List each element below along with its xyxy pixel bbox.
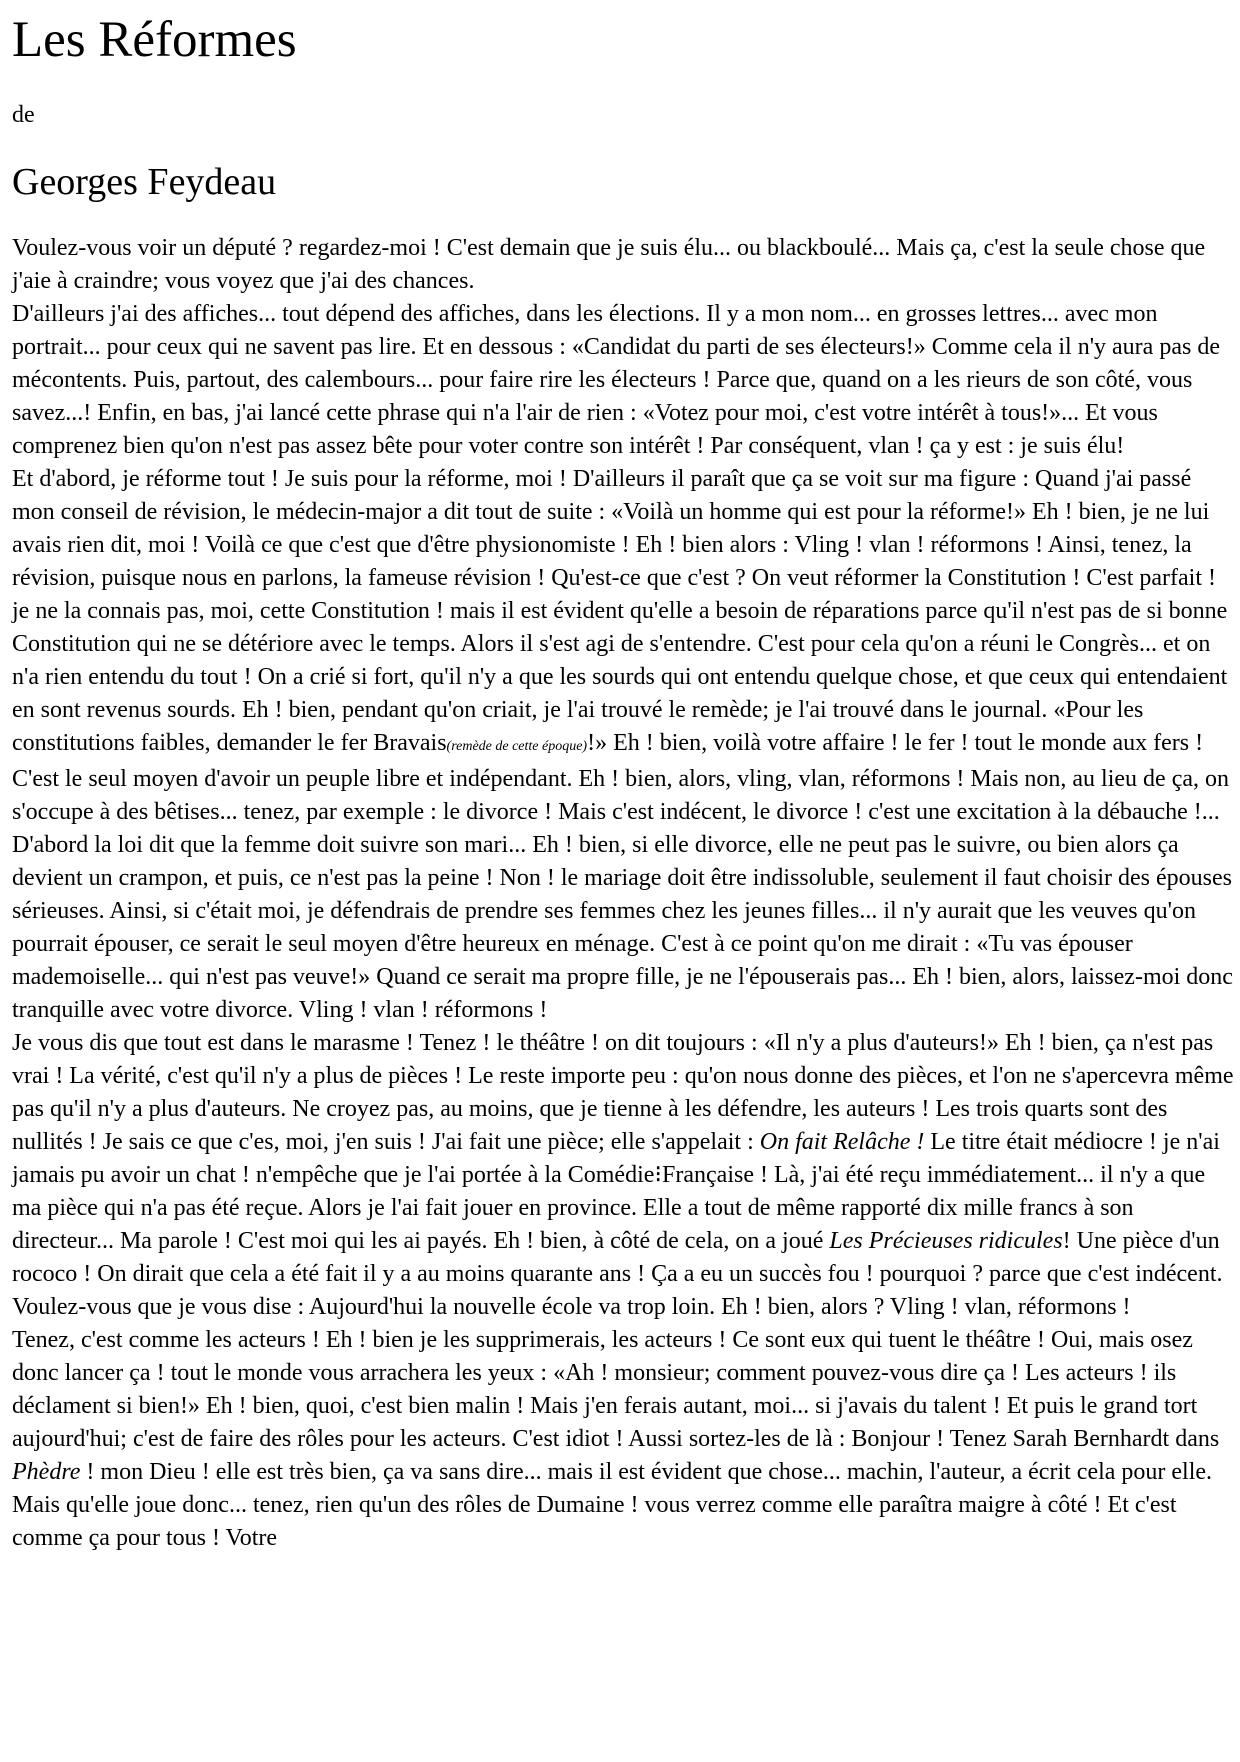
paragraph-text: Je vous dis que tout est dans le marasme ! Tenez ! le théâtre ! on dit toujours : «Il n'y a plus d'auteurs!» Eh ! bien, ça n'est pas vrai ! La vérité, c'est qu'il n'y a plus de pièces ! Le reste importe peu : qu'on nous donne des pièces, et l'on ne s'apercevra même pas qu'il n'y a plus d'auteurs. Ne croyez pas, au moins, que je tienne à les défendre, les auteurs ! Les trois quarts sont des nullités ! Je sais ce que c'es, moi, j'en suis ! J'ai fait une pièce; elle s'appelait :	[12, 1030, 1234, 1155]
paragraph	[12, 1324, 1234, 1555]
footnote-remark: (remède de cette époque)	[446, 739, 588, 754]
paragraph-text: !» Eh ! bien, voilà votre affaire ! le fer ! tout le monde aux fers ! C'est le seul moyen d'avoir un peuple libre et indépendant. Eh ! bien, alors, vling, vlan, réformons ! Mais non, au lieu de ça, on s'occupe à des bêtises... tenez, par exemple : le divorce ! Mais c'est indécent, le divorce ! c'est une excitation à la débauche !... D'abord la loi dit que la femme doit suivre son mari... Eh ! bien, si elle divorce, elle ne peut pas le suivre, ou bien alors ça devient un crampon, et puis, ce n'est pas la peine ! Non ! le mariage doit être indissoluble, seulement il faut choisir des épouses sérieuses. Ainsi, si c'était moi, je défendrais de prendre ses femmes chez les jeunes filles... il n'y aurait que les veuves qu'on pourrait épouser, ce serait le seul moyen d'être heureux en ménage. C'est à ce point qu'on me dirait : «Tu vas épouser mademoiselle... qui n'est pas veuve!» Quand ce serait ma propre fille, je ne l'épouserais pas... Eh ! bien, alors, laissez-moi donc tranquille avec votre divorce. Vling ! vlan ! réformons !	[12, 730, 1233, 1023]
paragraph-text: Voulez-vous voir un député ? regardez-moi ! C'est demain que je suis élu... ou blackboulé... Mais ça, c'est la seule chose que j'aie à craindre; vous voyez que j'ai des chances.	[12, 235, 1206, 294]
paragraph-text: ! Une pièce d'un rococo ! On dirait que cela a été fait il y a au moins quarante ans ! Ça a eu un succès fou ! pourquoi ? parce que c'est indécent. Voulez-vous que je vous dise : Aujourd'hui la nouvelle école va trop loin. Eh ! bien, alors ? Vling ! vlan, réformons !	[12, 1228, 1223, 1320]
byline: de	[12, 102, 35, 128]
play-title: On fait Relâche !	[759, 1129, 925, 1155]
document-page	[0, 10, 1234, 1555]
document-title: Les Réformes	[12, 12, 297, 68]
body-text	[12, 232, 1234, 1555]
paragraph-text: Et d'abord, je réforme tout ! Je suis pour la réforme, moi ! D'ailleurs il paraît que ça se voit sur ma figure : Quand j'ai passé mon conseil de révision, le médecin-major a dit tout de suite : «Voilà un homme qui est pour la réforme!» Eh ! bien, je ne lui avais rien dit, moi ! Voilà ce que c'est que d'être physionomiste ! Eh ! bien alors : Vling ! vlan ! réformons ! Ainsi, tenez, la révision, puisque nous en parlons, la fameuse révision ! Qu'est-ce que c'est ? On veut réformer la Constitution ! C'est parfait ! je ne la connais pas, moi, cette Constitution ! mais il est évident qu'elle a besoin de réparations parce qu'il n'est pas de si bonne Constitution qui ne se détériore avec le temps. Alors il s'est agi de s'entendre. C'est pour cela qu'on a réuni le Congrès... et on n'a rien entendu du tout ! On a crié si fort, qu'il n'y a que les sourds qui ont entendu quelque chose, et que ceux qui entendaient en sont revenus sourds. Eh ! bien, pendant qu'on criait, je l'ai trouvé le remède; je l'ai trouvé dans le journal. «Pour les constitutions faibles, demander le fer Bravais	[12, 466, 1228, 756]
paragraph-text: Le titre était médiocre ! je n'ai jamais pu avoir un chat ! n'empêche que je l'ai portée à la Comédie⁝Française ! Là, j'ai été reçu immédiatement... il n'y a que ma pièce qui n'a pas été reçue. Alors je l'ai fait jouer en province. Elle a tout de même rapporté dix mille francs à son directeur... Ma parole ! C'est moi qui les ai payés. Eh ! bien, à côté de cela, on a joué	[12, 1129, 1220, 1254]
play-title: Phèdre	[12, 1459, 81, 1485]
paragraph	[12, 232, 1234, 298]
paragraph	[12, 298, 1234, 463]
paragraph	[12, 1027, 1234, 1324]
paragraph-text: D'ailleurs j'ai des affiches... tout dépend des affiches, dans les élections. Il y a mon nom... en grosses lettres... avec mon portrait... pour ceux qui ne savent pas lire. Et en dessous : «Candidat du parti de ses électeurs!» Comme cela il n'y aura pas de mécontents. Puis, partout, des calembours... pour faire rire les électeurs ! Parce que, quand on a les rieurs de son côté, vous savez...! Enfin, en bas, j'ai lancé cette phrase qui n'a l'air de rien : «Votez pour moi, c'est votre intérêt à tous!»... Et vous comprenez bien qu'on n'est pas assez bête pour voter contre son intérêt ! Par conséquent, vlan ! ça y est : je suis élu!	[12, 301, 1220, 459]
paragraph	[12, 463, 1234, 1027]
paragraph-text: ! mon Dieu ! elle est très bien, ça va sans dire... mais il est évident que chose... machin, l'auteur, a écrit cela pour elle. Mais qu'elle joue donc... tenez, rien qu'un des rôles de Dumaine ! vous verrez comme elle paraîtra maigre à côté ! Et c'est comme ça pour tous ! Votre	[12, 1459, 1213, 1551]
author-name: Georges Feydeau	[12, 161, 277, 203]
play-title: Les Précieuses ridicules	[829, 1228, 1063, 1254]
paragraph-text: Tenez, c'est comme les acteurs ! Eh ! bien je les supprimerais, les acteurs ! Ce sont eux qui tuent le théâtre ! Oui, mais osez donc lancer ça ! tout le monde vous arrachera les yeux : «Ah ! monsieur; comment pouvez-vous dire ça ! Les acteurs ! ils déclament si bien!» Eh ! bien, quoi, c'est bien malin ! Mais j'en ferais autant, moi... si j'avais du talent ! Et puis le grand tort aujourd'hui; c'est de faire des rôles pour les acteurs. C'est idiot ! Aussi sortez-les de là : Bonjour ! Tenez Sarah Bernhardt dans	[12, 1327, 1220, 1452]
